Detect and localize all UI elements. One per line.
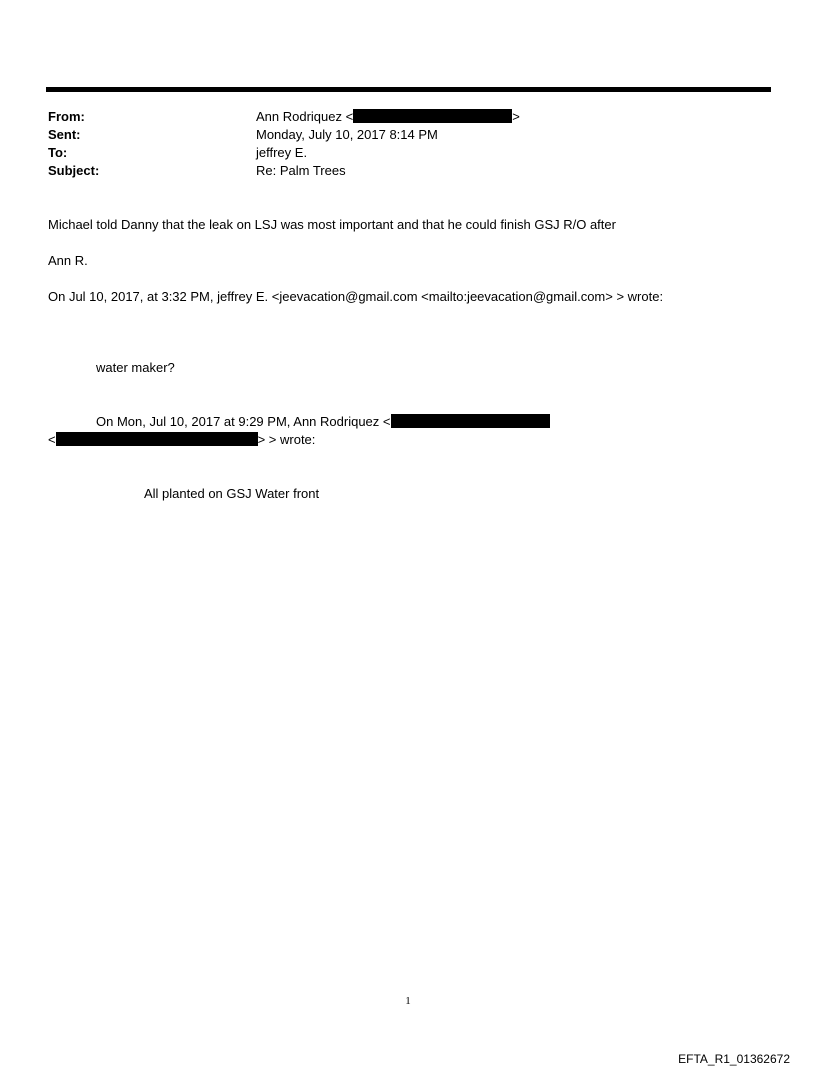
page-number: 1 — [405, 995, 411, 1007]
redaction-block — [56, 432, 258, 446]
sent-value: Monday, July 10, 2017 8:14 PM — [256, 127, 438, 142]
subject-value: Re: Palm Trees — [256, 163, 346, 178]
quote-text-2: All planted on GSJ Water front — [144, 486, 320, 501]
email-header — [0, 108, 816, 184]
quote-intro-2-text: On Mon, Jul 10, 2017 at 9:29 PM, Ann Rodriquez < — [96, 414, 391, 429]
sent-label: Sent: — [48, 127, 81, 142]
from-close: > — [512, 109, 520, 124]
redaction-block — [391, 414, 550, 428]
from-label: From: — [48, 109, 85, 124]
quote-text-1: water maker? — [96, 360, 175, 375]
quote-intro-2 — [96, 413, 550, 431]
from-name: Ann Rodriquez < — [256, 109, 354, 124]
quote-close: > > wrote: — [257, 432, 316, 447]
to-value: jeffrey E. — [256, 145, 308, 160]
redaction-block — [353, 109, 512, 123]
signature: Ann R. — [48, 253, 88, 268]
quote-intro-1: On Jul 10, 2017, at 3:32 PM, jeffrey E. <jeevacation@gmail.com <mailto:jeevacation@gmail.com> > wrote: — [48, 289, 664, 304]
from-value — [256, 108, 520, 126]
quote-open: < — [48, 432, 56, 447]
subject-label: Subject: — [48, 163, 100, 178]
header-rule — [46, 87, 771, 92]
document-id: EFTA_R1_01362672 — [678, 1052, 790, 1066]
to-label: To: — [48, 145, 68, 160]
quote-intro-2-cont — [48, 431, 315, 449]
body-line: Michael told Danny that the leak on LSJ was most important and that he could finish GSJ R/O after — [48, 217, 616, 232]
